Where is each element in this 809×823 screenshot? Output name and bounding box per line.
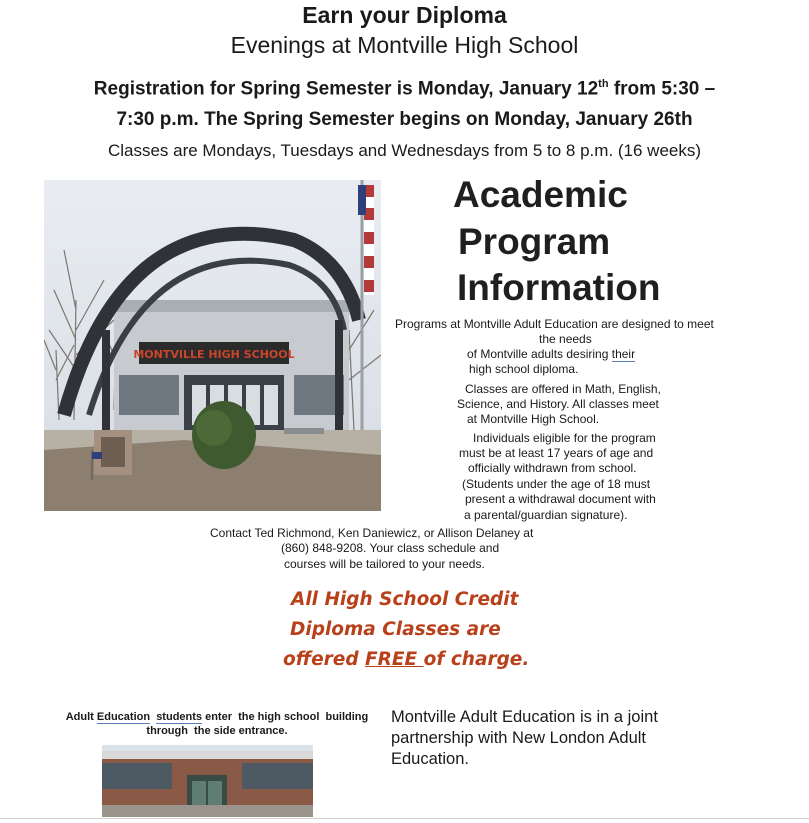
program-text-line: the needs xyxy=(539,332,592,346)
heading-academic: Academic xyxy=(453,174,628,215)
free-text: of charge. xyxy=(423,649,530,670)
semester-start-line: 7:30 p.m. The Spring Semester begins on Monday, January 26th xyxy=(116,109,693,130)
underlined-word: Education xyxy=(96,711,151,723)
free-line: All High School Credit xyxy=(291,589,519,610)
page-bottom-rule xyxy=(0,818,809,819)
program-text-line: present a withdrawal document with xyxy=(465,492,656,506)
heading-information: Information xyxy=(457,267,661,308)
underlined-word: students xyxy=(156,711,203,723)
program-text-line: Science, and History. All classes meet xyxy=(457,397,659,411)
caption-text: Adult xyxy=(65,711,97,723)
partnership-line: Education. xyxy=(391,750,469,768)
program-text-line: (Students under the age of 18 must xyxy=(462,477,651,491)
contact-line: (860) 848-9208. Your class schedule and xyxy=(281,541,500,555)
registration-line xyxy=(0,78,809,100)
partnership-line: Montville Adult Education is in a joint xyxy=(391,708,658,726)
program-text-line: Classes are offered in Math, English, xyxy=(465,382,661,396)
free-line: Diploma Classes are xyxy=(290,619,501,640)
partnership-text xyxy=(391,707,658,770)
underlined-word: their xyxy=(611,347,636,361)
program-text-line: must be at least 17 years of age and xyxy=(459,446,654,460)
flyer-subtitle: Evenings at Montville High School xyxy=(230,32,579,58)
contact-line: courses will be tailored to your needs. xyxy=(284,557,485,571)
program-text-line: Individuals eligible for the program xyxy=(473,431,656,445)
contact-line: Contact Ted Richmond, Ken Daniewicz, or Allison Delaney at xyxy=(210,526,534,540)
free-emphasis: FREE xyxy=(365,649,424,670)
program-text: of Montville adults desiring xyxy=(467,347,612,361)
program-text-line: a parental/guardian signature). xyxy=(464,508,628,522)
program-text-line: at Montville High School. xyxy=(467,412,600,426)
caption-text: enter the high school building xyxy=(202,711,369,723)
caption-line xyxy=(44,710,390,724)
side-entrance-photo xyxy=(102,745,313,817)
entrance-caption xyxy=(44,710,390,738)
class-schedule-line: Classes are Mondays, Tuesdays and Wednesdays from 5 to 8 p.m. (16 weeks) xyxy=(107,141,702,160)
program-text-line xyxy=(467,347,635,362)
flyer-title: Earn your Diploma xyxy=(302,2,507,28)
registration-ordinal: th xyxy=(598,78,609,90)
heading-program: Program xyxy=(458,221,611,262)
registration-time: from 5:30 – xyxy=(608,78,716,100)
free-line xyxy=(283,649,529,670)
high-school-photo xyxy=(44,180,381,511)
partnership-line: partnership with New London Adult xyxy=(391,729,646,747)
registration-text: Registration for Spring Semester is Monday, January 12 xyxy=(93,78,599,100)
free-text: offered xyxy=(283,649,366,670)
caption-line: through the side entrance. xyxy=(146,725,288,737)
program-text-line: officially withdrawn from school. xyxy=(468,461,637,475)
school-sign-text: MONTVILLE HIGH SCHOOL xyxy=(133,348,295,361)
program-text-line: Programs at Montville Adult Education are designed to meet xyxy=(395,317,714,331)
program-text-line: high school diploma. xyxy=(469,362,579,376)
